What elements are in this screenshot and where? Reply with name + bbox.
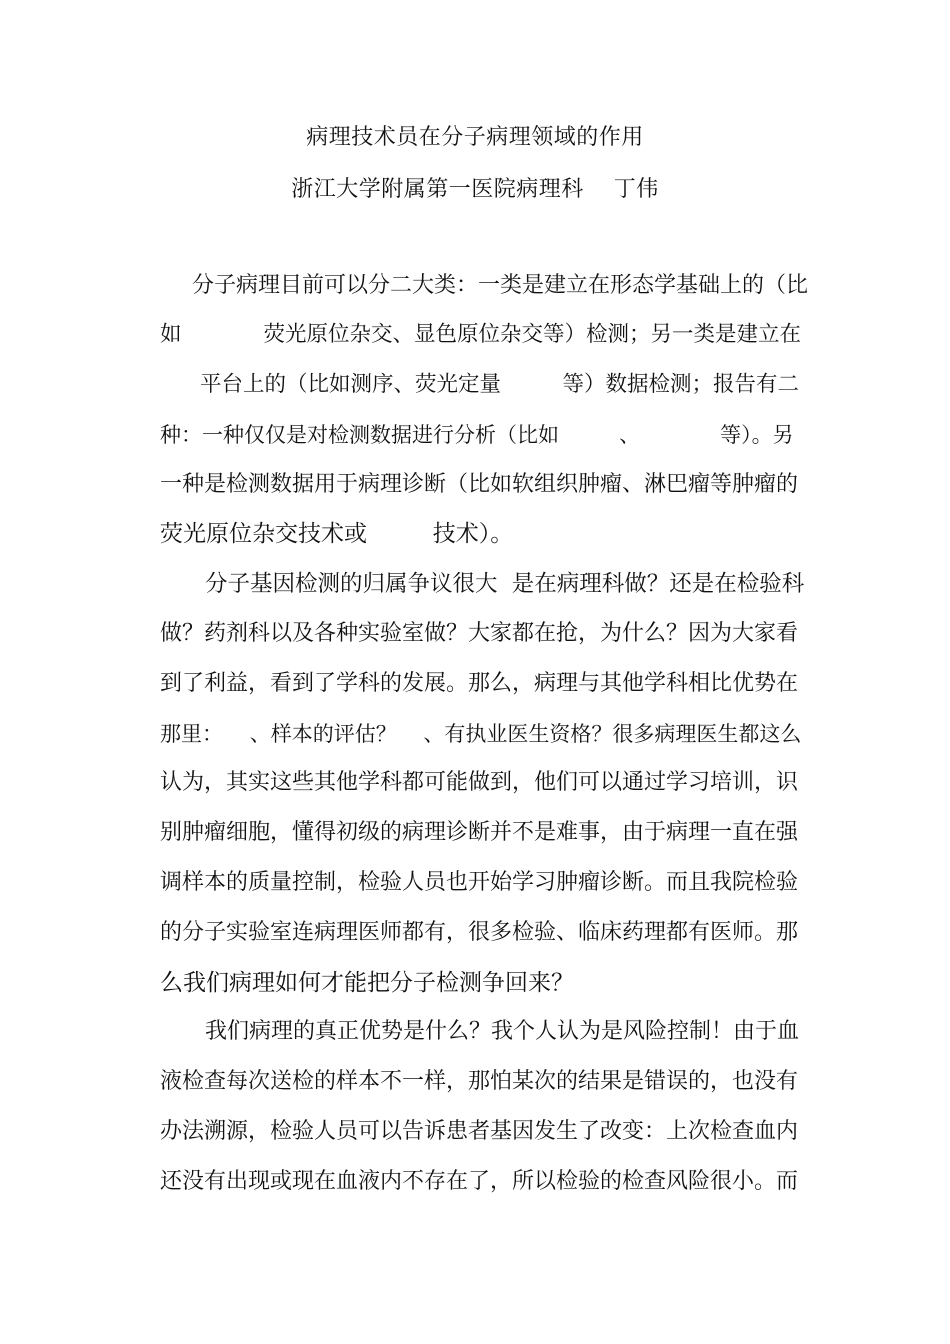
body-line: 办法溯源，检验人员可以告诉患者基因发生了改变：上次检查血内 bbox=[160, 1119, 799, 1144]
body-line: 如 荧光原位杂交、显色原位杂交等）检测；另一类是建立在 bbox=[160, 322, 802, 347]
body-line: 一种是检测数据用于病理诊断（比如软组织肿瘤、淋巴瘤等肿瘤的 bbox=[160, 472, 799, 497]
body-line: 么我们病理如何才能把分子检测争回来？ bbox=[160, 970, 574, 996]
body-line: 到了利益，看到了学科的发展。那么，病理与其他学科相比优势在 bbox=[160, 671, 799, 696]
author-affiliation: 浙江大学附属第一医院病理科 丁伟 bbox=[291, 177, 659, 202]
page-title: 病理技术员在分子病理领域的作用 bbox=[306, 125, 644, 150]
body-line: 的分子实验室连病理医师都有，很多检验、临床药理都有医师。那 bbox=[160, 920, 799, 945]
body-line: 液检查每次送检的样本不一样，那怕某次的结果是错误的，也没有 bbox=[160, 1069, 799, 1094]
body-line: 分子基因检测的归属争议很大 是在病理科做？还是在检验科 bbox=[205, 571, 805, 597]
body-line: 分子病理目前可以分二大类：一类是建立在形态学基础上的（比 bbox=[192, 273, 809, 298]
body-line: 别肿瘤细胞，懂得初级的病理诊断并不是难事，由于病理一直在强 bbox=[160, 820, 799, 845]
body-line: 还没有出现或现在血液内不存在了，所以检验的检查风险很小。而 bbox=[160, 1169, 799, 1194]
body-line: 那里： 、样本的评估？ 、有执业医生资格？很多病理医生都这么 bbox=[160, 722, 802, 746]
body-line: 荧光原位杂交技术或 技术）。 bbox=[160, 521, 514, 547]
body-line: 平台上的（比如测序、荧光定量 等）数据检测；报告有二 bbox=[200, 372, 800, 397]
body-line: 认为，其实这些其他学科都可能做到，他们可以通过学习培训，识 bbox=[160, 770, 799, 795]
body-line: 做？药剂科以及各种实验室做？大家都在抢，为什么？因为大家看 bbox=[160, 621, 799, 646]
body-line: 种：一种仅仅是对检测数据进行分析（比如 、 等）。另 bbox=[160, 423, 794, 447]
body-line: 我们病理的真正优势是什么？我个人认为是风险控制！由于血 bbox=[205, 1019, 800, 1044]
body-line: 调样本的质量控制，检验人员也开始学习肿瘤诊断。而且我院检验 bbox=[160, 870, 799, 895]
